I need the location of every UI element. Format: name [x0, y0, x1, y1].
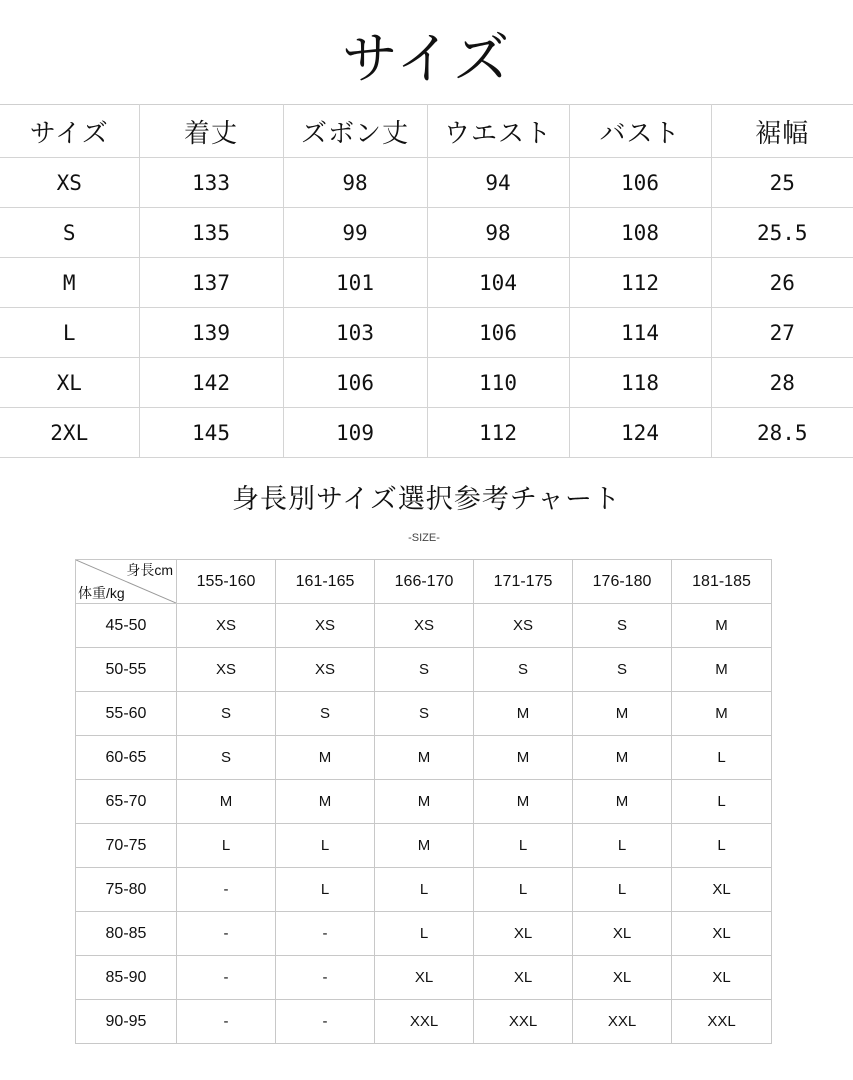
recommended-size-cell: S	[177, 692, 276, 736]
column-header-size: サイズ	[0, 105, 139, 158]
measurement-cell: 145	[139, 408, 283, 458]
size-table-row	[0, 358, 853, 408]
measurement-cell: 98	[283, 158, 427, 208]
measurement-cell: 112	[569, 258, 711, 308]
recommended-size-cell: M	[375, 736, 474, 780]
recommended-size-cell: XL	[573, 956, 672, 1000]
height-range-header: 166-170	[375, 560, 474, 604]
measurement-cell: 103	[283, 308, 427, 358]
size-table-row	[0, 208, 853, 258]
recommended-size-cell: M	[375, 780, 474, 824]
recommended-size-cell: -	[177, 912, 276, 956]
recommended-size-cell: S	[573, 604, 672, 648]
recommended-size-cell: S	[276, 692, 375, 736]
height-weight-size-chart	[75, 559, 772, 1044]
weight-range-row	[76, 780, 772, 824]
recommended-size-cell: XL	[375, 956, 474, 1000]
measurement-cell: 101	[283, 258, 427, 308]
size-table-header-row	[0, 105, 853, 158]
weight-range-label: 80-85	[76, 912, 177, 956]
recommended-size-cell: L	[276, 868, 375, 912]
recommended-size-cell: S	[375, 692, 474, 736]
measurement-cell: 28	[711, 358, 853, 408]
recommended-size-cell: -	[276, 1000, 375, 1044]
weight-range-row	[76, 604, 772, 648]
weight-range-label: 50-55	[76, 648, 177, 692]
size-table-row	[0, 308, 853, 358]
measurement-cell: 109	[283, 408, 427, 458]
recommended-size-cell: XL	[672, 868, 772, 912]
weight-range-row	[76, 1000, 772, 1044]
measurement-cell: 28.5	[711, 408, 853, 458]
measurement-cell: 27	[711, 308, 853, 358]
measurement-cell: 139	[139, 308, 283, 358]
measurement-cell: 142	[139, 358, 283, 408]
corner-header-cell	[76, 560, 177, 604]
measurement-cell: 133	[139, 158, 283, 208]
height-range-header: 155-160	[177, 560, 276, 604]
measurement-cell: 25.5	[711, 208, 853, 258]
measurement-cell: 112	[427, 408, 569, 458]
weight-range-label: 55-60	[76, 692, 177, 736]
recommended-size-cell: M	[573, 780, 672, 824]
recommended-size-cell: XL	[474, 956, 573, 1000]
height-range-header: 181-185	[672, 560, 772, 604]
measurement-cell: 118	[569, 358, 711, 408]
recommended-size-cell: M	[474, 736, 573, 780]
size-table-row	[0, 158, 853, 208]
column-header-waist: ウエスト	[427, 105, 569, 158]
weight-range-label: 70-75	[76, 824, 177, 868]
recommended-size-cell: L	[672, 780, 772, 824]
height-range-header: 161-165	[276, 560, 375, 604]
recommended-size-cell: XS	[276, 604, 375, 648]
recommended-size-cell: M	[672, 648, 772, 692]
size-measurement-table	[0, 104, 853, 458]
recommended-size-cell: XL	[474, 912, 573, 956]
column-header-length: 着丈	[139, 105, 283, 158]
recommended-size-cell: XXL	[573, 1000, 672, 1044]
weight-range-label: 65-70	[76, 780, 177, 824]
weight-axis-label: 体重/kg	[78, 585, 125, 601]
recommended-size-cell: L	[276, 824, 375, 868]
height-range-header: 171-175	[474, 560, 573, 604]
measurement-cell: 106	[283, 358, 427, 408]
column-header-bust: バスト	[569, 105, 711, 158]
recommended-size-cell: L	[672, 824, 772, 868]
column-header-hem-width: 裾幅	[711, 105, 853, 158]
measurement-cell: 99	[283, 208, 427, 258]
recommended-size-cell: S	[375, 648, 474, 692]
recommended-size-cell: XS	[474, 604, 573, 648]
measurement-cell: 124	[569, 408, 711, 458]
recommended-size-cell: M	[177, 780, 276, 824]
measurement-cell: 114	[569, 308, 711, 358]
weight-range-row	[76, 824, 772, 868]
measurement-cell: 108	[569, 208, 711, 258]
recommended-size-cell: S	[474, 648, 573, 692]
measurement-cell: 104	[427, 258, 569, 308]
measurement-cell: 135	[139, 208, 283, 258]
weight-range-label: 85-90	[76, 956, 177, 1000]
reference-chart-title: 身長別サイズ選択参考チャート	[231, 484, 622, 515]
size-label-cell: M	[0, 258, 139, 308]
recommended-size-cell: XL	[672, 956, 772, 1000]
page-title: サイズ	[341, 27, 512, 92]
recommended-size-cell: L	[573, 824, 672, 868]
height-axis-label: 身長cm	[126, 562, 173, 578]
measurement-cell: 26	[711, 258, 853, 308]
weight-range-row	[76, 736, 772, 780]
recommended-size-cell: L	[474, 868, 573, 912]
recommended-size-cell: S	[177, 736, 276, 780]
recommended-size-cell: L	[573, 868, 672, 912]
recommended-size-cell: XXL	[375, 1000, 474, 1044]
recommended-size-cell: XL	[672, 912, 772, 956]
recommended-size-cell: L	[375, 868, 474, 912]
recommended-size-cell: M	[573, 736, 672, 780]
recommended-size-cell: L	[474, 824, 573, 868]
size-label-cell: S	[0, 208, 139, 258]
measurement-cell: 25	[711, 158, 853, 208]
recommended-size-cell: -	[177, 868, 276, 912]
recommended-size-cell: M	[276, 780, 375, 824]
recommended-size-cell: XL	[573, 912, 672, 956]
recommended-size-cell: XS	[177, 604, 276, 648]
recommended-size-cell: M	[672, 692, 772, 736]
recommended-size-cell: -	[177, 956, 276, 1000]
height-range-header: 176-180	[573, 560, 672, 604]
recommended-size-cell: L	[177, 824, 276, 868]
measurement-cell: 94	[427, 158, 569, 208]
recommended-size-cell: -	[276, 912, 375, 956]
recommended-size-cell: L	[672, 736, 772, 780]
size-label-cell: XS	[0, 158, 139, 208]
recommended-size-cell: M	[474, 692, 573, 736]
recommended-size-cell: M	[672, 604, 772, 648]
recommended-size-cell: XXL	[474, 1000, 573, 1044]
size-label-cell: XL	[0, 358, 139, 408]
weight-range-row	[76, 692, 772, 736]
recommended-size-cell: -	[177, 1000, 276, 1044]
recommended-size-cell: M	[276, 736, 375, 780]
weight-range-label: 75-80	[76, 868, 177, 912]
recommended-size-cell: L	[375, 912, 474, 956]
size-label-cell: 2XL	[0, 408, 139, 458]
recommended-size-cell: M	[573, 692, 672, 736]
weight-range-label: 60-65	[76, 736, 177, 780]
recommended-size-cell: S	[573, 648, 672, 692]
measurement-cell: 98	[427, 208, 569, 258]
measurement-cell: 137	[139, 258, 283, 308]
weight-range-label: 90-95	[76, 1000, 177, 1044]
measurement-cell: 106	[427, 308, 569, 358]
reference-header-row	[76, 560, 772, 604]
measurement-cell: 106	[569, 158, 711, 208]
size-label-cell: L	[0, 308, 139, 358]
weight-range-row	[76, 912, 772, 956]
recommended-size-cell: M	[474, 780, 573, 824]
column-header-pants-length: ズボン丈	[283, 105, 427, 158]
weight-range-row	[76, 648, 772, 692]
recommended-size-cell: XS	[375, 604, 474, 648]
recommended-size-cell: XS	[276, 648, 375, 692]
weight-range-row	[76, 956, 772, 1000]
size-table-row	[0, 408, 853, 458]
reference-chart-subtitle: -SIZE-	[408, 532, 440, 544]
recommended-size-cell: XS	[177, 648, 276, 692]
recommended-size-cell: M	[375, 824, 474, 868]
recommended-size-cell: -	[276, 956, 375, 1000]
measurement-cell: 110	[427, 358, 569, 408]
weight-range-label: 45-50	[76, 604, 177, 648]
size-table-row	[0, 258, 853, 308]
weight-range-row	[76, 868, 772, 912]
recommended-size-cell: XXL	[672, 1000, 772, 1044]
